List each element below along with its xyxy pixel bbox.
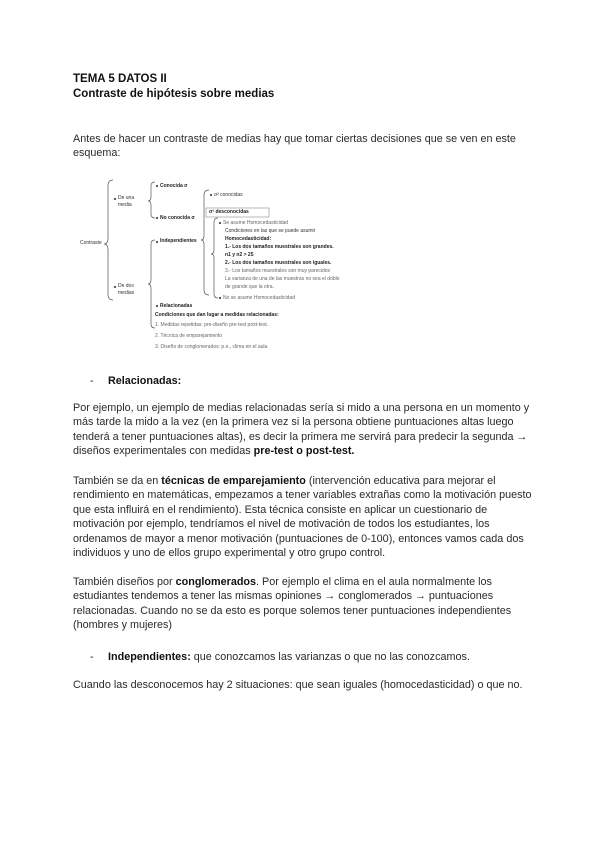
section-independientes-text: que conozcamos las varianzas o que no las conozcamos. <box>190 651 470 663</box>
scheme-rel3: 3. Diseño de conglomerados: p.e., clima en el aula <box>155 344 268 350</box>
scheme-cond3: 3.- Los tamaños muestrales son muy parecidos <box>225 268 331 274</box>
scheme-homocedasticidad: Homocedasticidad: <box>225 236 272 242</box>
section-relacionadas-label: Relacionadas: <box>108 375 182 387</box>
desconocidas-brace <box>211 218 218 298</box>
bullet-dash: - <box>90 375 94 387</box>
scheme-cond1b: n1 y n2 > 25 <box>225 252 254 258</box>
page-subtitle: Contraste de hipótesis sobre medias <box>73 88 275 100</box>
paragraph-desconocidas: Cuando las desconocemos hay 2 situaciones: que sean iguales (homocedasticidad) o que no. <box>73 679 523 691</box>
scheme-condiciones-asumir: Condiciones en las que se puede asumir <box>225 228 316 234</box>
paragraph-emparejamiento: También se da en técnicas de emparejamiento (intervención educativa para mejorar el rendimiento en matemáticas, empezamos a tener variables extrañas como la motivación puesto que esta influirá en el rendimiento). Esta técnica consiste en aplicar un cuestionario de motivación por ejemplo, tendríamos el nivel de motivación de todos los estudiantes, los ordenamos de mayor a menor motivación (puntuaciones de 0-100), entonces vamos cada dos individuos y uno de ellos grupo experimental y otro grupo control. <box>73 475 532 560</box>
paragraph-conglomerados: También diseños por conglomerados. Por ejemplo el clima en el aula normalmente los estudiantes tendemos a tener las mismas opiniones → conglomerados → puntuaciones relacionadas. Cuando no se da esto es porque solemos tener puntuaciones independientes (hombres y mujeres) <box>73 576 512 632</box>
scheme-cond2: 2.- Los dos tamaños muestrales son iguales. <box>225 260 332 266</box>
scheme-conocida: Conocida σ <box>160 183 188 189</box>
scheme-relacionadas: Relacionadas <box>160 303 193 309</box>
bullet-dash: - <box>90 651 94 663</box>
scheme-condiciones-rel: Condiciones que dan lugar a medidas relacionadas: <box>155 312 279 318</box>
scheme-cond1: 1.- Los dos tamaños muestrales son grandes. <box>225 244 334 250</box>
independientes-brace <box>201 190 209 295</box>
section-independientes <box>90 650 470 664</box>
scheme-rel2: 2. Técnica de emparejamiento <box>155 333 223 339</box>
paragraph-relacionadas-example: Por ejemplo, un ejemplo de medias relacionadas sería si mido a una persona en un momento y más tarde la mido a la vez (en la primera vez si la persona obtiene puntuaciones altas luego tenderá a tener puntuaciones altas), es decir la primera me servirá para predecir la segunda → diseños experimentales con medidas pre-test o post-test. <box>73 402 530 458</box>
scheme-cond3b: La varianza de una de las muestras no sea el doble <box>225 276 340 282</box>
intro-paragraph: Antes de hacer un contraste de medias hay que tomar ciertas decisiones que se ven en este esquema: <box>73 133 516 160</box>
section-independientes-label: Independientes: <box>108 651 191 663</box>
scheme-rel1: 1. Medidas repetidas: pre-diseño pre-test post-test. <box>155 322 269 328</box>
scheme-cond3c: de grande que la otra. <box>225 284 274 290</box>
scheme-independientes: Independientes <box>160 238 197 244</box>
scheme-se-asume: Se asume Homocedasticidad <box>223 220 289 226</box>
una-media-brace <box>148 182 155 218</box>
page-title: TEMA 5 DATOS II <box>73 73 167 85</box>
scheme-s2-conocidas: σ² conocidas <box>214 192 243 198</box>
scheme-no-se-asume: No se asume Homocedasticidad <box>223 295 295 301</box>
dos-medias-brace <box>148 240 155 328</box>
scheme-dos-medias: De dos medias <box>118 283 135 296</box>
scheme-una-media: De una media <box>118 195 135 208</box>
scheme-s2-desconocidas: σ² desconocidas <box>209 209 249 215</box>
scheme-no-conocida: No conocida σ <box>160 215 195 221</box>
root-brace <box>104 180 113 300</box>
scheme-root-label: Contraste <box>80 240 102 246</box>
section-relacionadas <box>90 374 181 388</box>
contrast-scheme-diagram <box>75 172 340 357</box>
